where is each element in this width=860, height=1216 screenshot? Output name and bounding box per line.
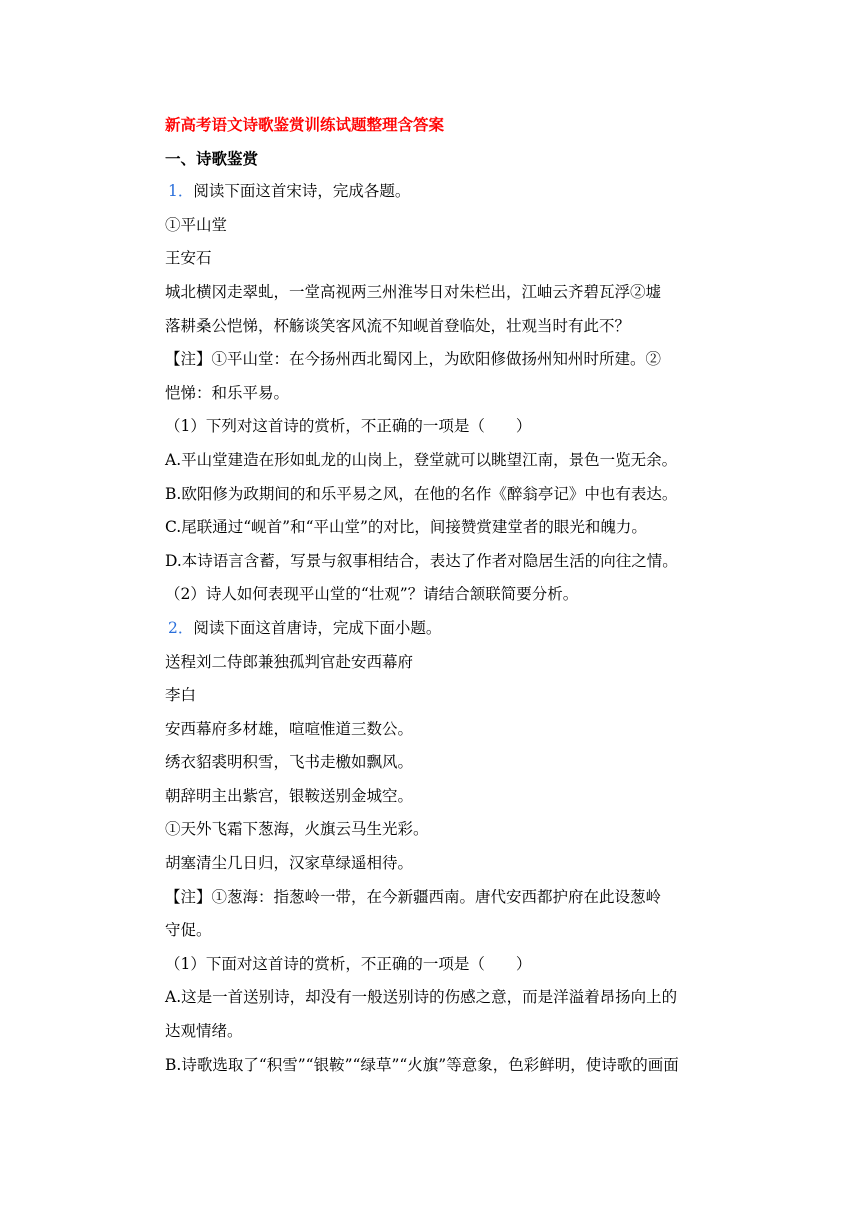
annotation-note: 恺悌：和乐平易。 — [165, 383, 290, 402]
poem-title: 送程刘二侍郎兼独孤判官赴安西幕府 — [165, 652, 414, 671]
option-b: B.欧阳修为政期间的和乐平易之风，在他的名作《醉翁亭记》中也有表达。 — [165, 484, 678, 503]
question-number: 1． — [168, 182, 194, 201]
poem-author: 李白 — [165, 686, 197, 705]
poem-body-line: 城北横冈走翠虬，一堂高视两三州淮岑日对朱栏出，江岫云齐碧瓦浮②墟 — [165, 282, 662, 301]
option-a: A.这是一首送别诗，却没有一般送别诗的伤感之意，而是洋溢着昂扬向上的 — [165, 988, 678, 1007]
poem-author: 王安石 — [165, 249, 212, 268]
section-heading: 一、诗歌鉴赏 — [165, 148, 259, 168]
option-a: A.平山堂建造在形如虬龙的山岗上，登堂就可以眺望江南，景色一览无余。 — [165, 450, 678, 469]
poem-title: ①平山堂 — [165, 215, 228, 234]
poem-body-line: 朝辞明主出紫宫，银鞍送别金城空。 — [165, 786, 414, 805]
poem-body-line: 胡塞清尘几日归，汉家草绿遥相待。 — [165, 854, 414, 873]
annotation-note: 【注】①平山堂：在今扬州西北蜀冈上，为欧阳修做扬州知州时所建。② — [165, 350, 662, 369]
poem-body-line: ①天外飞霜下葱海，火旗云马生光彩。 — [165, 820, 429, 839]
option-b: B.诗歌选取了“积雪”“银鞍”“绿草”“火旗”等意象，色彩鲜明，使诗歌的画面 — [165, 1055, 679, 1074]
poem-body-line: 绣衣貂裘明积雪，飞书走檄如飘风。 — [165, 753, 414, 772]
question-number: 2． — [168, 618, 194, 637]
question-text: 阅读下面这首宋诗，完成各题。 — [193, 182, 411, 201]
question-1-instruction — [165, 175, 730, 209]
option-c: C.尾联通过“岘首”和“平山堂”的对比，间接赞赏建堂者的眼光和魄力。 — [165, 518, 647, 537]
annotation-note: 守促。 — [165, 921, 212, 940]
question-2-instruction — [165, 612, 730, 646]
question-text: 阅读下面这首唐诗，完成下面小题。 — [193, 618, 442, 637]
sub-question-1: （1）下列对这首诗的赏析，不正确的一项是（ ） — [165, 417, 532, 436]
document-title: 新高考语文诗歌鉴赏训练试题整理含答案 — [165, 115, 445, 134]
sub-question-1: （1）下面对这首诗的赏析，不正确的一项是（ ） — [165, 954, 532, 973]
option-a-continued: 达观情绪。 — [165, 1022, 243, 1041]
document-content — [165, 108, 730, 1082]
poem-body-line: 落耕桑公恺悌，杯觞谈笑客风流不知岘首登临处，壮观当时有此不？ — [165, 316, 631, 335]
poem-body-line: 安西幕府多材雄，喧喧惟道三数公。 — [165, 719, 414, 738]
annotation-note: 【注】①葱海：指葱岭一带，在今新疆西南。唐代安西都护府在此设葱岭 — [165, 887, 662, 906]
option-d: D.本诗语言含蓄，写景与叙事相结合，表达了作者对隐居生活的向往之情。 — [165, 551, 678, 570]
sub-question-2: （2）诗人如何表现平山堂的“壮观”？请结合颔联简要分析。 — [165, 585, 579, 604]
